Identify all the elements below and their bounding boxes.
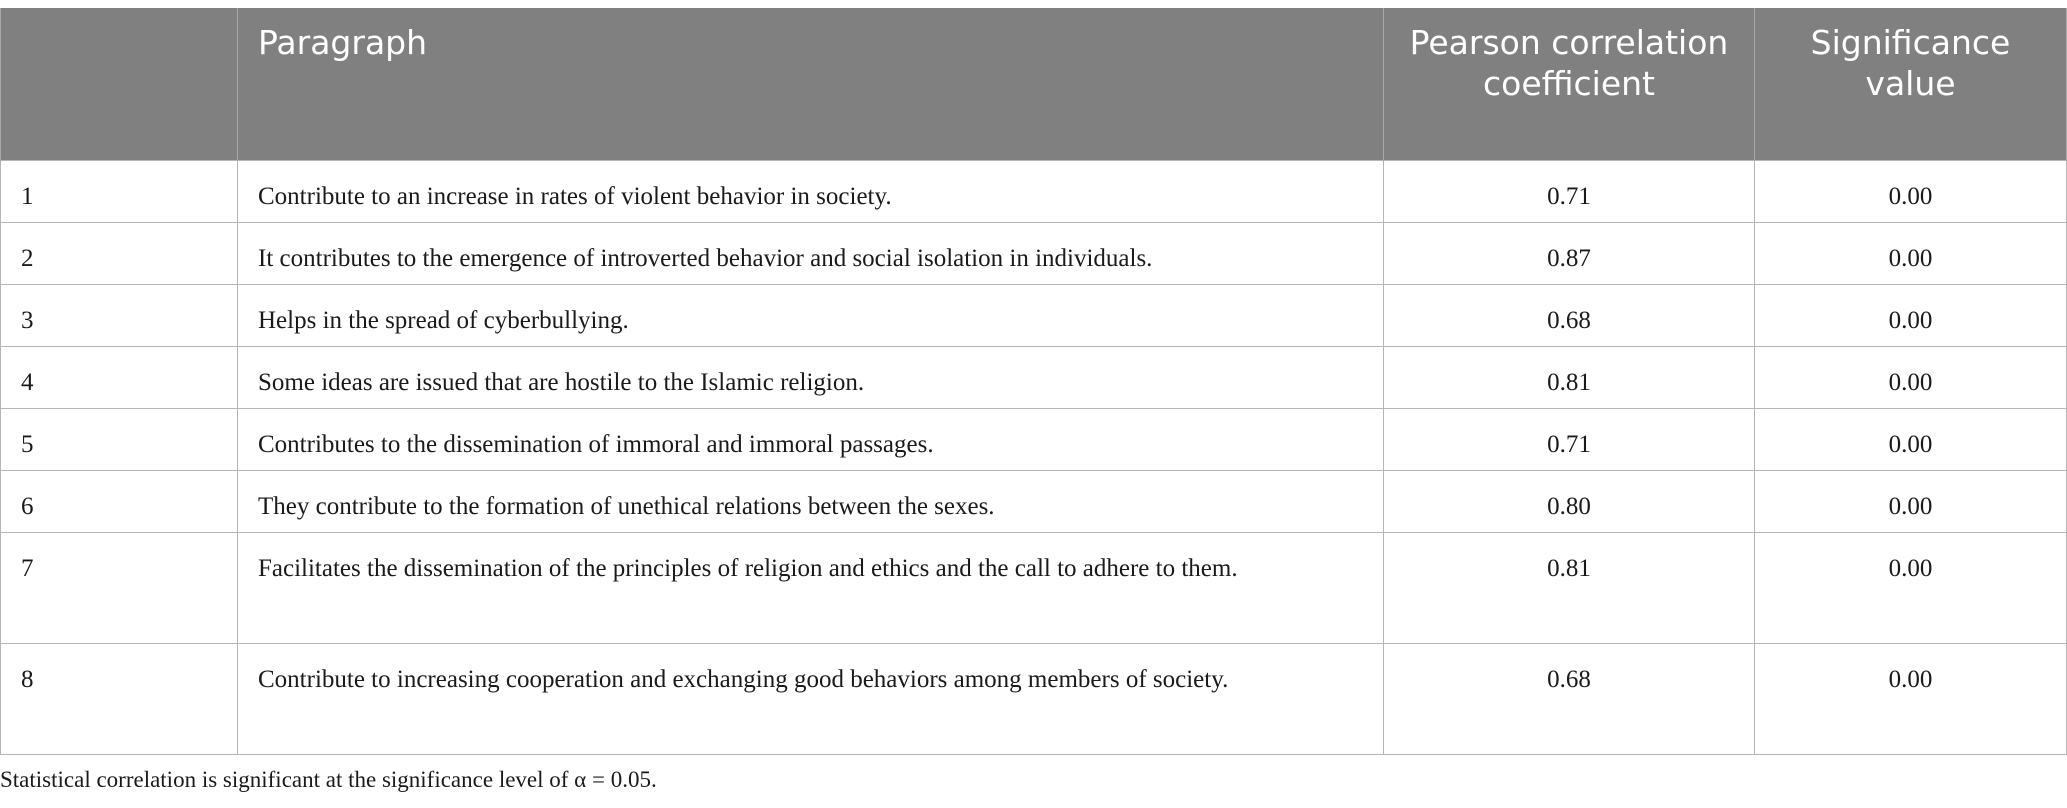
cell-paragraph: Helps in the spread of cyberbullying. — [238, 284, 1384, 346]
cell-significance: 0.00 — [1755, 222, 2067, 284]
cell-paragraph: They contribute to the formation of unethical relations between the sexes. — [238, 470, 1384, 532]
cell-number: 3 — [1, 284, 238, 346]
cell-significance: 0.00 — [1755, 408, 2067, 470]
cell-number: 5 — [1, 408, 238, 470]
table-row — [1, 470, 2067, 532]
cell-significance: 0.00 — [1755, 532, 2067, 643]
table-row — [1, 408, 2067, 470]
header-pearson: Pearson correlation coefficient — [1384, 8, 1755, 160]
cell-number: 4 — [1, 346, 238, 408]
cell-paragraph: Contribute to an increase in rates of violent behavior in society. — [238, 160, 1384, 222]
cell-pearson: 0.68 — [1384, 643, 1755, 754]
cell-pearson: 0.71 — [1384, 160, 1755, 222]
table-row — [1, 643, 2067, 754]
cell-significance: 0.00 — [1755, 284, 2067, 346]
cell-number: 2 — [1, 222, 238, 284]
cell-pearson: 0.87 — [1384, 222, 1755, 284]
table-body — [1, 160, 2067, 754]
cell-pearson: 0.81 — [1384, 532, 1755, 643]
cell-paragraph: It contributes to the emergence of introverted behavior and social isolation in individuals. — [238, 222, 1384, 284]
cell-paragraph: Some ideas are issued that are hostile to the Islamic religion. — [238, 346, 1384, 408]
table-row — [1, 284, 2067, 346]
cell-paragraph: Facilitates the dissemination of the principles of religion and ethics and the call to adhere to them. — [238, 532, 1384, 643]
header-row — [1, 8, 2067, 160]
table-footnote: Statistical correlation is significant at the significance level of α = 0.05. — [0, 767, 657, 792]
cell-pearson: 0.81 — [1384, 346, 1755, 408]
cell-number: 1 — [1, 160, 238, 222]
table-row — [1, 222, 2067, 284]
cell-significance: 0.00 — [1755, 346, 2067, 408]
cell-number: 8 — [1, 643, 238, 754]
cell-paragraph: Contributes to the dissemination of immoral and immoral passages. — [238, 408, 1384, 470]
header-paragraph: Paragraph — [238, 8, 1384, 160]
cell-significance: 0.00 — [1755, 160, 2067, 222]
cell-number: 6 — [1, 470, 238, 532]
cell-number: 7 — [1, 532, 238, 643]
correlation-table-container — [0, 8, 2066, 755]
cell-pearson: 0.71 — [1384, 408, 1755, 470]
header-number — [1, 8, 238, 160]
table-row — [1, 346, 2067, 408]
correlation-table — [0, 8, 2067, 755]
cell-pearson: 0.68 — [1384, 284, 1755, 346]
table-header — [1, 8, 2067, 160]
cell-significance: 0.00 — [1755, 470, 2067, 532]
table-row — [1, 532, 2067, 643]
cell-paragraph: Contribute to increasing cooperation and exchanging good behaviors among members of society. — [238, 643, 1384, 754]
header-significance: Significance value — [1755, 8, 2067, 160]
cell-pearson: 0.80 — [1384, 470, 1755, 532]
cell-significance: 0.00 — [1755, 643, 2067, 754]
table-row — [1, 160, 2067, 222]
